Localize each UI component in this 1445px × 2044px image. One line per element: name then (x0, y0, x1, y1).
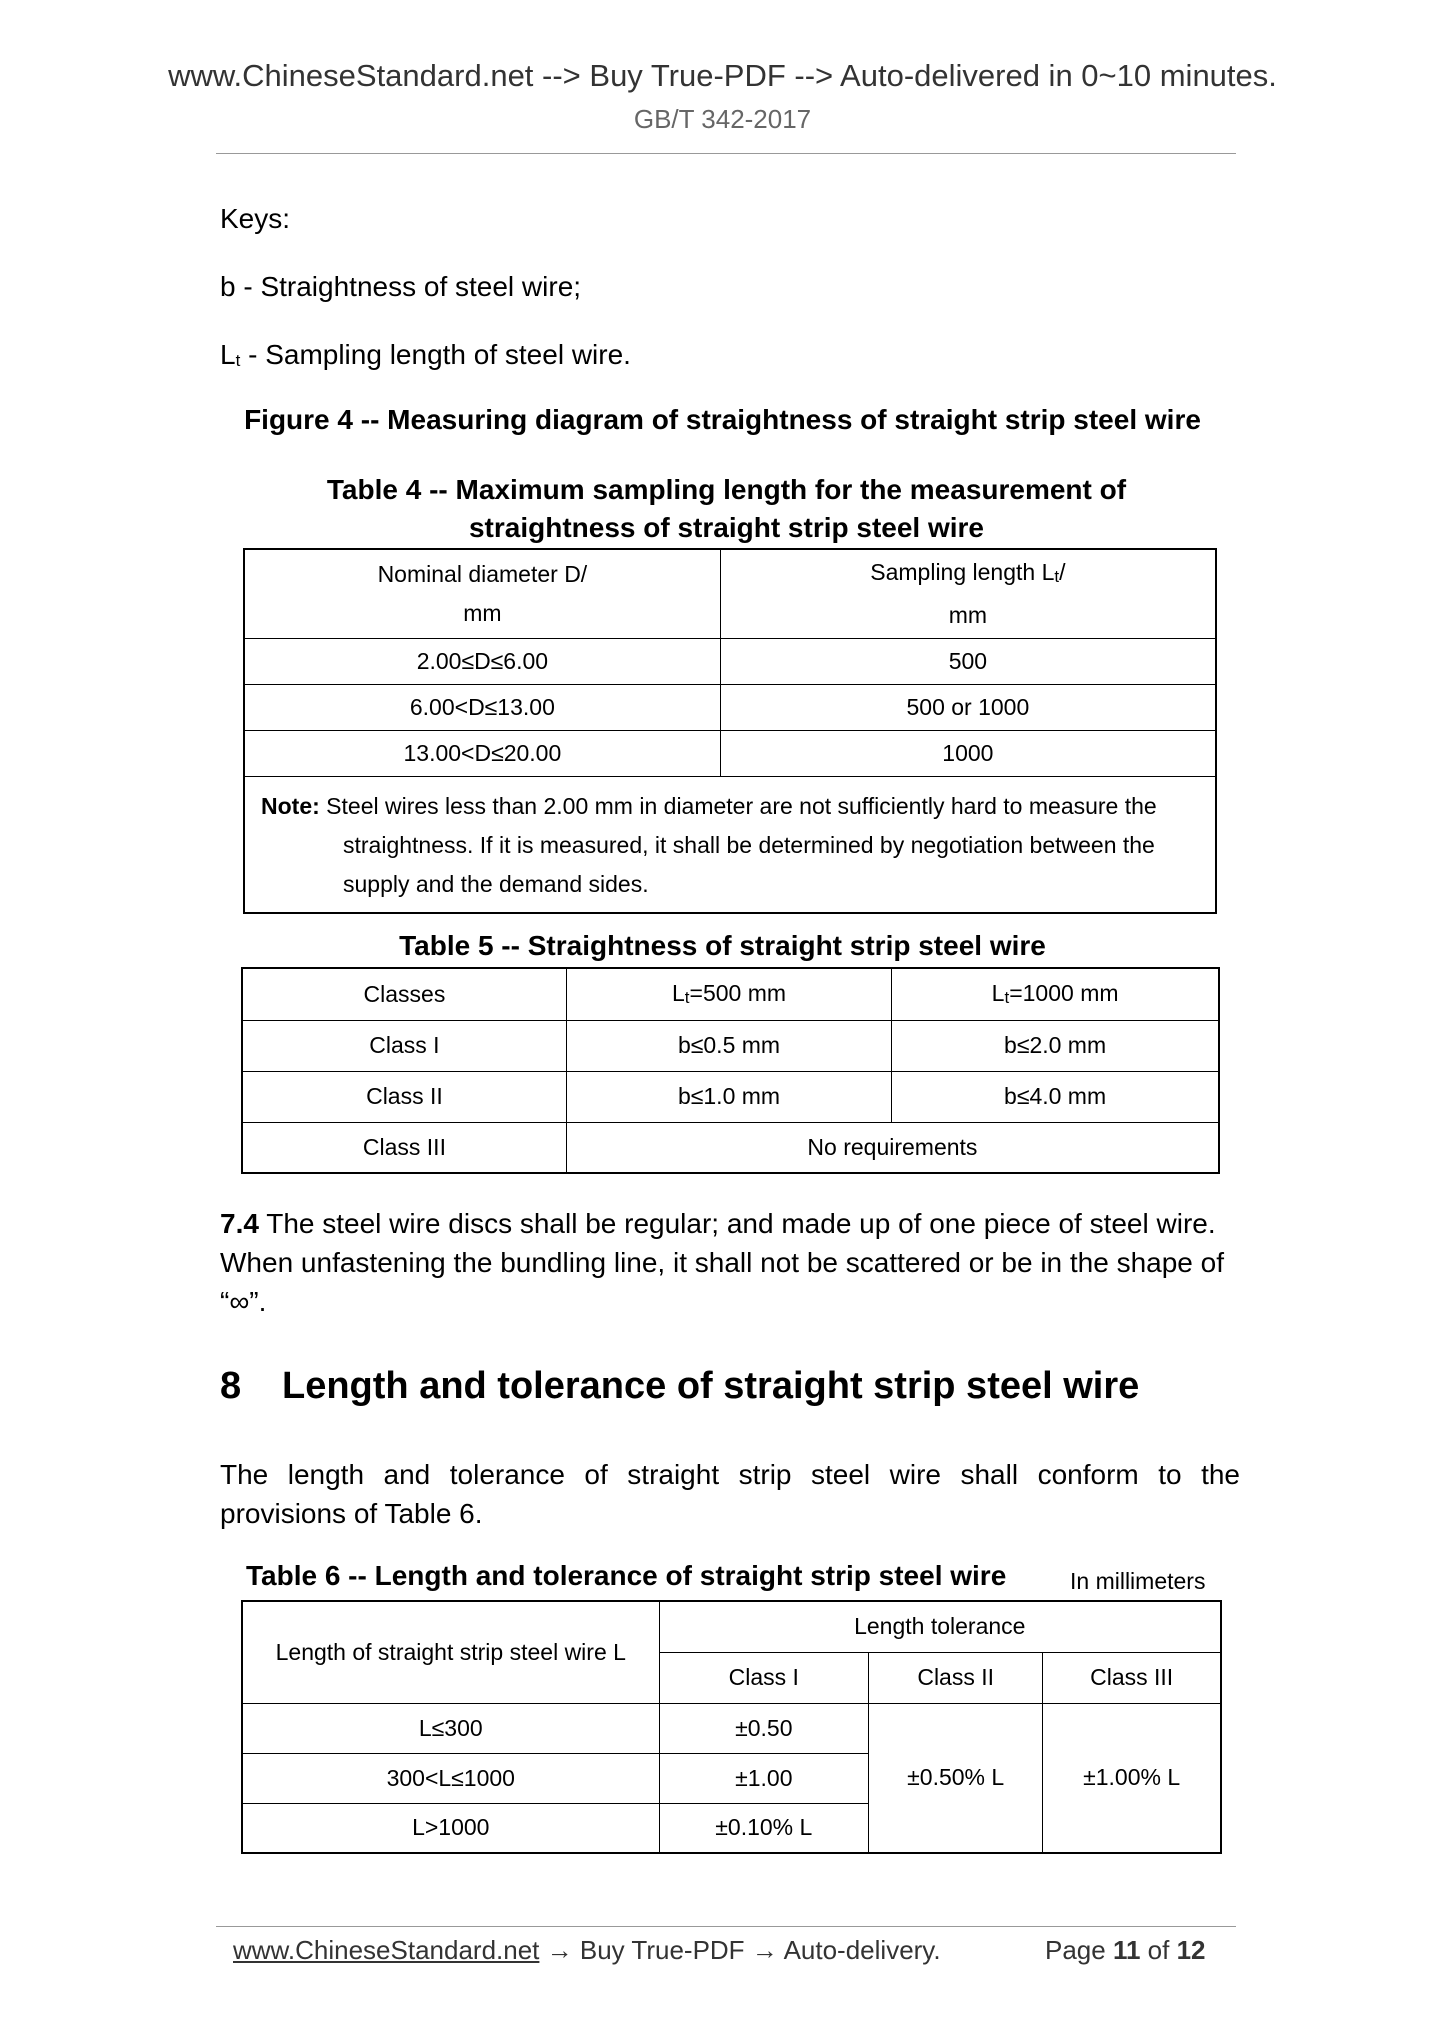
table-cell: Class III (242, 1122, 566, 1173)
table-cell: ±0.10% L (659, 1803, 869, 1853)
table-4-note: Note: Steel wires less than 2.00 mm in diameter are not sufficiently hard to measure the straightness. If it is measured, it shall be determined by negotiation between the supply and the demand sides. (244, 776, 1216, 913)
table-4 (243, 548, 1217, 914)
key-lt: $L_t$ - Sampling length of steel wire. (220, 339, 631, 370)
key-b: b - Straightness of steel wire; (220, 271, 582, 302)
table-cell: No requirements (566, 1122, 1219, 1173)
standard-code: GB/T 342-2017 (633, 104, 812, 134)
table-cell: L≤300 (242, 1703, 659, 1753)
table-cell: Class II (242, 1071, 566, 1122)
section-7-4: 7.4 The steel wire discs shall be regular; and made up of one piece of steel wire. When unfastening the bundling line, it shall not be scattered or be in the shape of “∞”. (220, 1208, 1225, 1317)
table-cell: ±0.50 (659, 1703, 869, 1753)
table-cell: b≤0.5 mm (566, 1020, 891, 1071)
table-row (242, 1122, 1219, 1173)
section-8-heading: 8 Length and tolerance of straight strip steel wire (220, 1365, 1140, 1407)
section-8-paragraph: The length and tolerance of straight strip steel wire shall conform to the provisions of Table 6. (220, 1459, 1240, 1529)
footer-site-link[interactable]: www.ChineseStandard.net (233, 1935, 540, 1965)
table-cell: b≤4.0 mm (892, 1071, 1219, 1122)
header-divider (216, 153, 1236, 154)
table-cell: 1000 (720, 730, 1216, 776)
table-5-header-1000: $L_t=1000$ mm (892, 968, 1219, 1020)
footer-left: www.ChineseStandard.net → Buy True-PDF → Auto-delivery. (233, 1935, 941, 1965)
table-cell: b≤2.0 mm (892, 1020, 1219, 1071)
table-4-caption: Table 4 -- Maximum sampling length for the measurement of straightness of straight strip steel wire (326, 474, 1127, 543)
table-6 (241, 1600, 1222, 1854)
table-row (242, 1703, 1221, 1753)
table-6-header-length: Length of straight strip steel wire L (242, 1601, 659, 1703)
table-cell: 300<L≤1000 (242, 1753, 659, 1803)
table-5-caption: Table 5 -- Straightness of straight strip steel wire (399, 930, 1046, 961)
table-4-header-length: Sampling length $L_t/$ mm (720, 549, 1216, 638)
table-5-header-classes: Classes (242, 968, 566, 1020)
table-cell: 500 (720, 638, 1216, 684)
table-6-header-class3: Class III (1043, 1652, 1221, 1703)
table-cell: ±0.50% L (869, 1703, 1043, 1853)
table-6-header-tolerance: Length tolerance (659, 1601, 1221, 1652)
table-row (244, 638, 1216, 684)
table-cell: Class I (242, 1020, 566, 1071)
table-6-header-class1: Class I (659, 1652, 869, 1703)
header-banner: www.ChineseStandard.net --> Buy True-PDF --> Auto-delivered in 0~10 minutes. (168, 58, 1277, 93)
table-cell: 6.00<D≤13.00 (244, 684, 720, 730)
table-cell: 500 or 1000 (720, 684, 1216, 730)
table-cell: L>1000 (242, 1803, 659, 1853)
table-cell: ±1.00% L (1043, 1703, 1221, 1853)
table-cell: b≤1.0 mm (566, 1071, 891, 1122)
table-row (244, 684, 1216, 730)
table-5 (241, 967, 1220, 1174)
table-cell: ±1.00 (659, 1753, 869, 1803)
table-cell: 13.00<D≤20.00 (244, 730, 720, 776)
table-6-header-class2: Class II (869, 1652, 1043, 1703)
table-cell: 2.00≤D≤6.00 (244, 638, 720, 684)
table-row (242, 1071, 1219, 1122)
table-4-header-diameter: Nominal diameter D/ mm (244, 549, 720, 638)
footer-divider (216, 1926, 1236, 1927)
page-number: Page 11 of 12 (1045, 1935, 1206, 1965)
table-5-header-500: $L_t=500$ mm (566, 968, 891, 1020)
table-6-caption: Table 6 -- Length and tolerance of straight strip steel wire (246, 1560, 1007, 1591)
keys-title: Keys: (220, 203, 291, 234)
figure-4-caption: Figure 4 -- Measuring diagram of straightness of straight strip steel wire (244, 404, 1201, 435)
table-row (244, 730, 1216, 776)
table-6-unit: In millimeters (1070, 1568, 1206, 1594)
table-row (242, 1020, 1219, 1071)
